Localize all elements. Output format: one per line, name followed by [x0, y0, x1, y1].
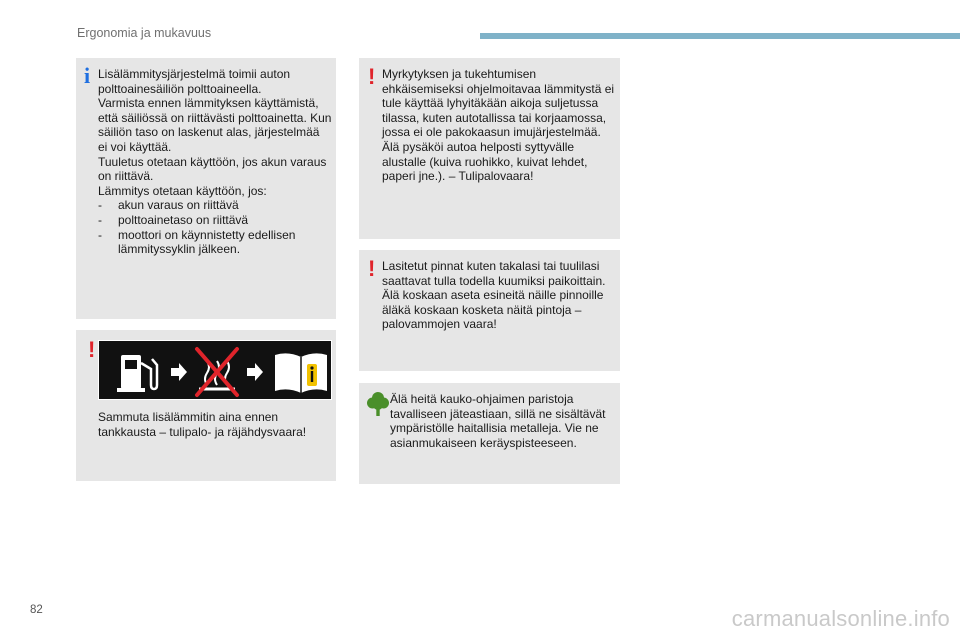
warning-paragraph: Älä pysäköi autoa helposti syttyvälle alustalle (kuiva ruohikko, kuivat lehdet, paperi jne.). – Tulipalovaara!: [382, 139, 588, 184]
header-title: Ergonomia ja mukavuus: [77, 26, 212, 40]
crossed-heater-icon: [197, 349, 237, 395]
fuel-pump-icon: [117, 355, 157, 392]
pictogram-strip: [98, 340, 332, 400]
info-paragraph: Tuuletus otetaan käyttöön, jos akun varaus on riittävä.: [98, 154, 327, 184]
info-paragraph: Varmista ennen lämmityksen käyttämistä, että säiliössä on riittävästi polttoainetta. Kun säiliön taso on laskenut alas, järjestelmää ei voi käyttää.: [98, 96, 332, 154]
warning-icon: !: [88, 337, 96, 362]
warning-box-poisoning: [359, 58, 620, 239]
warning-text: [382, 67, 616, 184]
warning-paragraph: Myrkytyksen ja tukehtumisen ehkäisemiseksi ohjelmoitavaa lämmitystä ei tule käyttää lyhyitäkään aikoja suljetussa tilassa, kuten autotallissa tai korjaamossa, jossa ei ole pakokaasun imujärjestelmää.: [382, 67, 615, 140]
warning-text: Lasitetut pinnat kuten takalasi tai tuulilasi saattavat tulla todella kuumiksi paikoittain. Älä koskaan aseta esineitä näille pinnoille äläkä koskaan kosketa näitä pintoja – palovammojen vaara!: [382, 259, 606, 332]
info-paragraph: Lisälämmitysjärjestelmä toimii auton polttoainesäiliön polttoaineella.: [98, 67, 291, 96]
tree-icon: [367, 391, 389, 422]
info-bullet-list: [98, 198, 332, 256]
arrow-icon: [171, 363, 187, 381]
warning-icon: !: [368, 64, 376, 89]
arrow-icon: [247, 363, 263, 381]
fuel-warning-box: [76, 330, 336, 481]
warning-icon: !: [368, 256, 376, 281]
list-item: - polttoainetaso on riittävä: [98, 213, 332, 228]
page-number: 82: [30, 604, 43, 616]
info-text: [98, 67, 332, 257]
list-item: - moottori on käynnistetty edellisen lämmityssyklin jälkeen.: [98, 228, 332, 257]
warning-box-hot-glass: [359, 250, 620, 371]
eco-box: [359, 383, 620, 484]
list-item: - akun varaus on riittävä: [98, 198, 332, 213]
info-box: [76, 58, 336, 319]
fuel-warning-text: Sammuta lisälämmitin aina ennen tankkausta – tulipalo- ja räjähdysvaara!: [98, 410, 307, 439]
watermark: carmanualsonline.info: [731, 606, 950, 631]
eco-text: Älä heitä kauko-ohjaimen paristoja tavalliseen jäteastiaan, sillä ne sisältävät ympäristölle haitallisia metalleja. Vie ne asianmukaiseen keräyspisteeseen.: [390, 392, 606, 450]
header-bar: [480, 33, 960, 39]
manual-book-icon: [275, 353, 327, 393]
info-icon: i: [84, 63, 91, 88]
info-paragraph: Lämmitys otetaan käyttöön, jos:: [98, 183, 267, 198]
